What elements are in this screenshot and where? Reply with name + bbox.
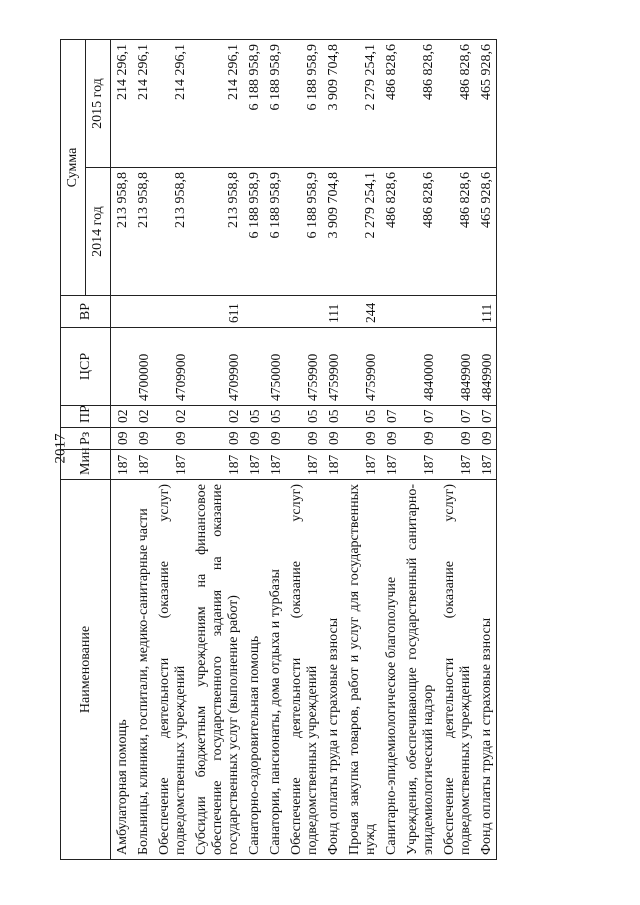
- row-pr: 05: [243, 406, 264, 428]
- row-pr: 05: [322, 406, 343, 428]
- row-min: 187: [264, 450, 285, 480]
- row-rz: 09: [380, 428, 401, 450]
- row-min: 187: [343, 450, 380, 480]
- row-rz: 09: [401, 428, 438, 450]
- table-row: [285, 40, 322, 860]
- header-name: Наименование: [61, 480, 111, 860]
- page-number: 2017: [52, 433, 69, 464]
- row-sum-2015: 214 296,1: [132, 40, 153, 168]
- table-row: [475, 40, 497, 860]
- header-rz: Рз: [61, 428, 111, 450]
- row-min: 187: [322, 450, 343, 480]
- row-min: 187: [132, 450, 153, 480]
- table-row: [243, 40, 264, 860]
- row-csr: 4849900: [475, 328, 497, 406]
- row-sum-2014: 3 909 704,8: [322, 168, 343, 296]
- row-rz: 09: [322, 428, 343, 450]
- row-rz: 09: [111, 428, 133, 450]
- row-sum-2014: 213 958,8: [190, 168, 243, 296]
- table-row: [322, 40, 343, 860]
- row-pr: 05: [285, 406, 322, 428]
- row-pr: 07: [475, 406, 497, 428]
- row-name: Амбулаторная помощь: [111, 480, 133, 860]
- row-sum-2014: 213 958,8: [132, 168, 153, 296]
- table-row: [153, 40, 190, 860]
- row-pr: 07: [438, 406, 475, 428]
- row-name: Санаторно-оздоровительная помощь: [243, 480, 264, 860]
- row-rz: 09: [475, 428, 497, 450]
- row-sum-2015: 486 828,6: [380, 40, 401, 168]
- row-name: Фонд оплаты труда и страховые взносы: [475, 480, 497, 860]
- row-vr: [264, 296, 285, 328]
- row-csr: [380, 328, 401, 406]
- row-csr: 4709900: [190, 328, 243, 406]
- table-row: [380, 40, 401, 860]
- row-vr: [153, 296, 190, 328]
- rotated-page-content: [60, 40, 600, 860]
- row-sum-2015: 465 928,6: [475, 40, 497, 168]
- row-sum-2015: 486 828,6: [401, 40, 438, 168]
- row-pr: 05: [343, 406, 380, 428]
- row-rz: 09: [438, 428, 475, 450]
- row-vr: [285, 296, 322, 328]
- row-vr: [111, 296, 133, 328]
- row-sum-2015: 3 909 704,8: [322, 40, 343, 168]
- row-csr: 4759900: [343, 328, 380, 406]
- row-sum-2014: 486 828,6: [401, 168, 438, 296]
- row-csr: [111, 328, 133, 406]
- table-header: [61, 40, 111, 860]
- table-row: [264, 40, 285, 860]
- row-rz: 09: [153, 428, 190, 450]
- row-name: Учреждения, обеспечивающие государственный санитарно-эпидемиологический надзор: [401, 480, 438, 860]
- row-rz: 09: [243, 428, 264, 450]
- row-sum-2015: 214 296,1: [190, 40, 243, 168]
- row-sum-2015: 214 296,1: [111, 40, 133, 168]
- row-name: Фонд оплаты труда и страховые взносы: [322, 480, 343, 860]
- row-name: Обеспечение деятельности (оказание услуг) подведомственных учреждений: [285, 480, 322, 860]
- row-csr: 4759900: [322, 328, 343, 406]
- row-name: Обеспечение деятельности (оказание услуг) подведомственных учреждений: [438, 480, 475, 860]
- row-name: Больницы, клиники, госпитали, медико-санитарные части: [132, 480, 153, 860]
- row-pr: 02: [190, 406, 243, 428]
- row-vr: 244: [343, 296, 380, 328]
- row-csr: 4759900: [285, 328, 322, 406]
- row-min: 187: [153, 450, 190, 480]
- row-min: 187: [438, 450, 475, 480]
- row-sum-2015: 6 188 958,9: [285, 40, 322, 168]
- row-sum-2014: 486 828,6: [438, 168, 475, 296]
- row-vr: [380, 296, 401, 328]
- row-pr: 02: [111, 406, 133, 428]
- row-sum-2015: 2 279 254,1: [343, 40, 380, 168]
- row-vr: 111: [322, 296, 343, 328]
- row-rz: 09: [343, 428, 380, 450]
- header-csr: ЦСР: [61, 328, 111, 406]
- row-vr: [243, 296, 264, 328]
- row-pr: 05: [264, 406, 285, 428]
- row-sum-2014: 465 928,6: [475, 168, 497, 296]
- table-row: [111, 40, 133, 860]
- row-csr: [243, 328, 264, 406]
- row-csr: 4709900: [153, 328, 190, 406]
- header-pr: ПР: [61, 406, 111, 428]
- table-row: [343, 40, 380, 860]
- row-vr: [401, 296, 438, 328]
- row-rz: 09: [285, 428, 322, 450]
- row-sum-2015: 6 188 958,9: [243, 40, 264, 168]
- row-sum-2014: 213 958,8: [153, 168, 190, 296]
- row-csr: 4700000: [132, 328, 153, 406]
- row-min: 187: [380, 450, 401, 480]
- row-vr: [438, 296, 475, 328]
- header-min: Мин: [61, 450, 111, 480]
- row-sum-2014: 2 279 254,1: [343, 168, 380, 296]
- row-csr: 4849900: [438, 328, 475, 406]
- row-csr: 4840000: [401, 328, 438, 406]
- row-sum-2014: 6 188 958,9: [243, 168, 264, 296]
- budget-table: [60, 39, 497, 860]
- row-sum-2014: 6 188 958,9: [285, 168, 322, 296]
- row-min: 187: [285, 450, 322, 480]
- table-row: [401, 40, 438, 860]
- header-vr: ВР: [61, 296, 111, 328]
- row-min: 187: [401, 450, 438, 480]
- row-name: Санатории, пансионаты, дома отдыха и турбазы: [264, 480, 285, 860]
- row-rz: 09: [264, 428, 285, 450]
- row-sum-2015: 6 188 958,9: [264, 40, 285, 168]
- row-min: 187: [243, 450, 264, 480]
- row-sum-2015: 214 296,1: [153, 40, 190, 168]
- table-row: [190, 40, 243, 860]
- row-name: Прочая закупка товаров, работ и услуг для государственных нужд: [343, 480, 380, 860]
- row-sum-2014: 213 958,8: [111, 168, 133, 296]
- header-sum: Сумма: [61, 40, 86, 296]
- row-rz: 09: [190, 428, 243, 450]
- row-min: 187: [111, 450, 133, 480]
- row-pr: 07: [401, 406, 438, 428]
- row-pr: 07: [380, 406, 401, 428]
- row-sum-2014: 6 188 958,9: [264, 168, 285, 296]
- row-min: 187: [475, 450, 497, 480]
- row-pr: 02: [132, 406, 153, 428]
- row-sum-2015: 486 828,6: [438, 40, 475, 168]
- header-2015: 2015 год: [86, 40, 111, 168]
- row-vr: 611: [190, 296, 243, 328]
- table-row: [132, 40, 153, 860]
- table-row: [438, 40, 475, 860]
- row-name: Санитарно-эпидемиологическое благополучие: [380, 480, 401, 860]
- table-body: [111, 40, 497, 860]
- header-2014: 2014 год: [86, 168, 111, 296]
- row-vr: 111: [475, 296, 497, 328]
- row-csr: 4750000: [264, 328, 285, 406]
- row-name: Обеспечение деятельности (оказание услуг) подведомственных учреждений: [153, 480, 190, 860]
- row-sum-2014: 486 828,6: [380, 168, 401, 296]
- row-name: Субсидии бюджетным учреждениям на финансовое обеспечение государственного задания на оказание государственных услуг (выполнение работ): [190, 480, 243, 860]
- row-rz: 09: [132, 428, 153, 450]
- row-pr: 02: [153, 406, 190, 428]
- row-vr: [132, 296, 153, 328]
- row-min: 187: [190, 450, 243, 480]
